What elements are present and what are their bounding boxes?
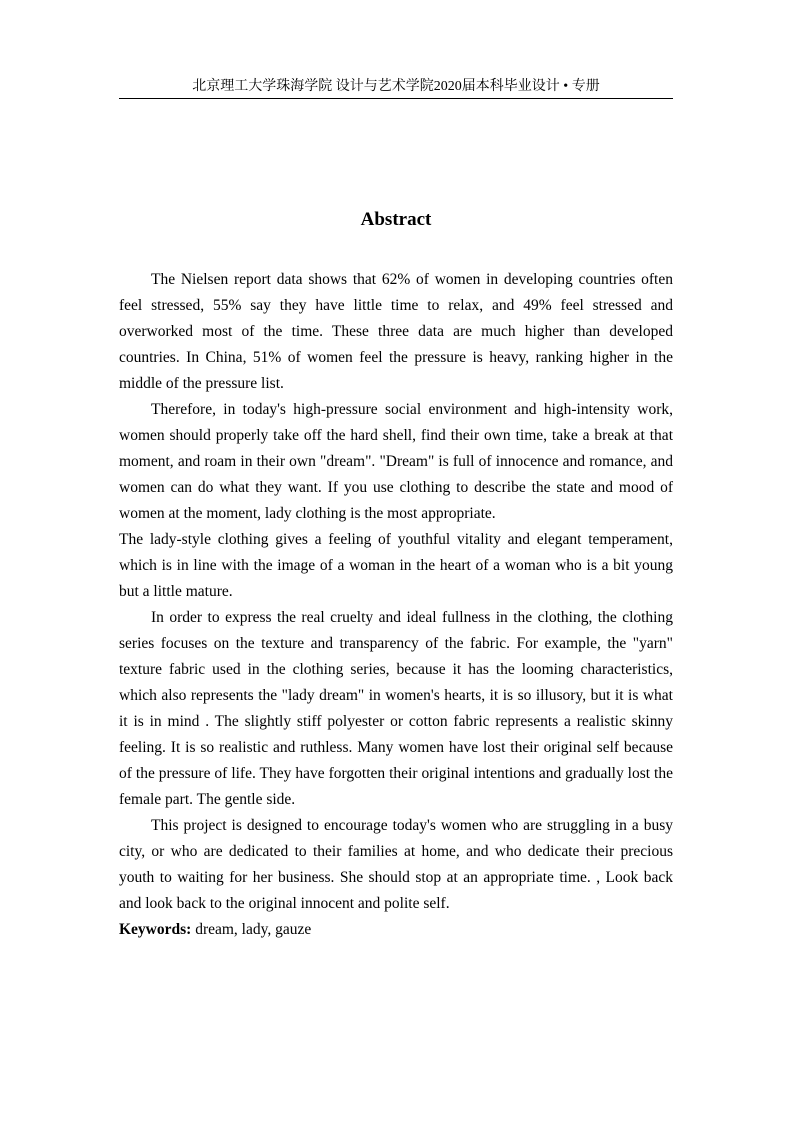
abstract-paragraph: The lady-style clothing gives a feeling of youthful vitality and elegant temperament, which is in line with the image of a woman in the heart of a woman who is a bit young but a little mature. <box>119 531 673 600</box>
abstract-paragraph: The Nielsen report data shows that 62% of women in developing countries often feel stressed, 55% say they have little time to relax, and 49% feel stressed and overworked most of the time. These three data are much higher than developed countries. In China, 51% of women feel the pressure is heavy, ranking higher in the middle of the pressure list. <box>119 271 673 392</box>
keywords-value: dream, lady, gauze <box>191 921 312 938</box>
abstract-body <box>119 267 673 943</box>
keywords-line <box>119 917 673 943</box>
running-header: 北京理工大学珠海学院 设计与艺术学院2020届本科毕业设计 • 专册 <box>192 79 600 94</box>
header-rule <box>119 98 673 99</box>
abstract-paragraph: Therefore, in today's high-pressure social environment and high-intensity work, women should properly take off the hard shell, find their own time, take a break at that moment, and roam in their own "dream". "Dream" is full of innocence and romance, and women can do what they want. If you use clothing to describe the state and mood of women at the moment, lady clothing is the most appropriate. <box>119 401 673 522</box>
abstract-title: Abstract <box>360 209 432 230</box>
abstract-paragraph: This project is designed to encourage today's women who are struggling in a busy city, or who are dedicated to their families at home, and who dedicate their precious youth to waiting for her business. She should stop at an appropriate time. , Look back and look back to the original innocent and polite self. <box>119 817 673 912</box>
abstract-paragraph: In order to express the real cruelty and ideal fullness in the clothing, the clothing series focuses on the texture and transparency of the fabric. For example, the "yarn" texture fabric used in the clothing series, because it has the looming characteristics, which also represents the "lady dream" in women's hearts, it is so illusory, but it is what it is in mind . The slightly stiff polyester or cotton fabric represents a realistic skinny feeling. It is so realistic and ruthless. Many women have lost their original self because of the pressure of life. They have forgotten their original intentions and gradually lost the female part. The gentle side. <box>119 609 673 808</box>
keywords-label: Keywords: <box>119 921 192 938</box>
